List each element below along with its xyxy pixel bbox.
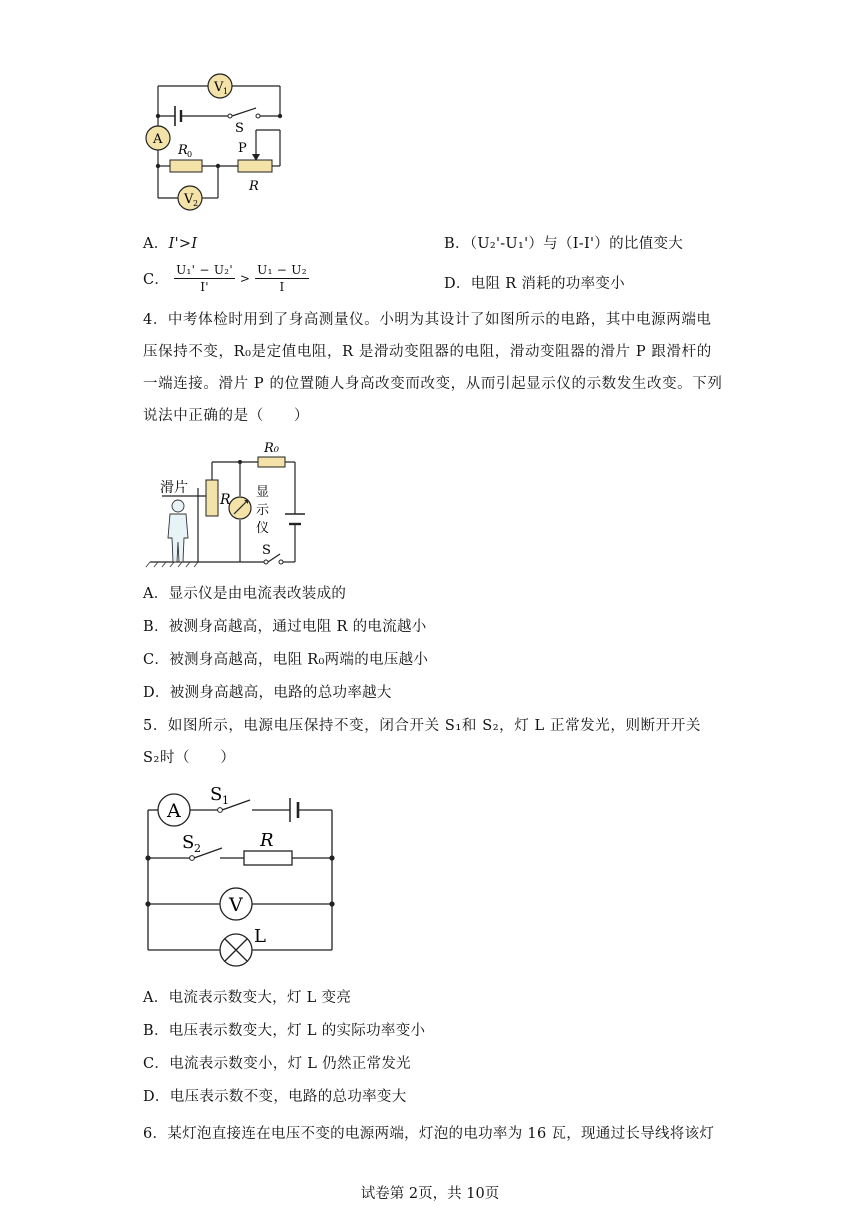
q5-option-b: B．电压表示数变大，灯 L 的实际功率变小: [143, 1023, 426, 1039]
r0-label: R₀: [264, 441, 279, 456]
switch-label: S: [235, 121, 244, 136]
r-label: R: [260, 830, 274, 851]
s1-subscript: 1: [222, 794, 229, 807]
v1-label: V: [214, 80, 224, 95]
s2-subscript: 2: [194, 842, 201, 855]
s1-label: S: [210, 784, 223, 805]
v2-label: V: [184, 192, 194, 207]
ammeter-label: A: [153, 132, 163, 147]
q5-circuit-diagram: [140, 780, 340, 976]
v1-subscript: 1: [223, 87, 229, 96]
s2-label: S: [182, 832, 195, 853]
display-label-1: 显: [256, 485, 270, 500]
q6-stem: 6．某灯泡直接连在电压不变的电源两端，灯泡的电功率为 16 瓦，现通过长导线将该灯: [143, 1126, 715, 1142]
q5-option-c: C．电流表示数变小，灯 L 仍然正常发光: [143, 1056, 411, 1072]
fraction-right: $\frac{\text{U₁ − U₂}}{I}$: [257, 263, 307, 294]
page-footer: 试卷第 2页，共 10页: [360, 1186, 500, 1202]
fraction-left: $\frac{\text{U₁' − U₂'}}{I'}$: [176, 263, 233, 294]
v2-subscript: 2: [193, 199, 199, 208]
q4-option-b: B．被测身高越高，通过电阻 R 的电流越小: [143, 619, 427, 635]
ammeter-label: A: [167, 800, 181, 822]
display-label-3: 仪: [256, 521, 270, 536]
q5-option-a: A．电流表示数变大，灯 L 变亮: [143, 990, 352, 1006]
q5-option-d: D．电压表示数不变，电路的总功率变大: [143, 1089, 407, 1105]
q4-height-meter-diagram: [140, 438, 310, 568]
switch-label: S: [262, 543, 271, 558]
r0-label: R: [178, 143, 188, 158]
r-label: R: [249, 179, 259, 194]
q3-option-c: C． $\frac{\text{U₁' − U₂'}}{I'}$ > $\frac{\text{U₁ − U₂}}{I}$: [143, 263, 307, 294]
r0-subscript: 0: [187, 150, 193, 159]
slider-p-label: P: [238, 141, 247, 156]
voltmeter-label: V: [229, 894, 243, 916]
lamp-label: L: [254, 926, 266, 947]
q4-stem: 4．中考体检时用到了身高测量仪。小明为其设计了如图所示的电路，其中电源两端电压保持不变，R₀是定值电阻，R 是滑动变阻器的电阻，滑动变阻器的滑片 P 跟滑杆的一端连接。滑片 P 的位置随人身高改变而改变，从而引起显示仪的示数发生改变。下列说法中正确的是（ ）: [143, 312, 723, 424]
q3-option-a: A．I'>I: [143, 236, 198, 252]
q4-option-a: A．显示仪是由电流表改装成的: [143, 586, 347, 602]
q3-option-b: B．（U₂'-U₁'）与（I-I'）的比值变大: [444, 236, 684, 252]
q3-circuit-diagram: [140, 68, 300, 218]
q3-option-d: D．电阻 R 消耗的功率变小: [444, 276, 625, 292]
display-label-2: 示: [256, 503, 270, 518]
q4-option-d: D．被测身高越高，电路的总功率越大: [143, 685, 392, 701]
q4-option-c: C．被测身高越高，电阻 R₀两端的电压越小: [143, 652, 429, 668]
r-label: R: [220, 492, 231, 508]
slider-label: 滑片: [160, 480, 188, 496]
q5-stem: 5．如图所示，电源电压保持不变，闭合开关 S₁和 S₂，灯 L 正常发光，则断开开关 S₂时（ ）: [143, 718, 701, 766]
